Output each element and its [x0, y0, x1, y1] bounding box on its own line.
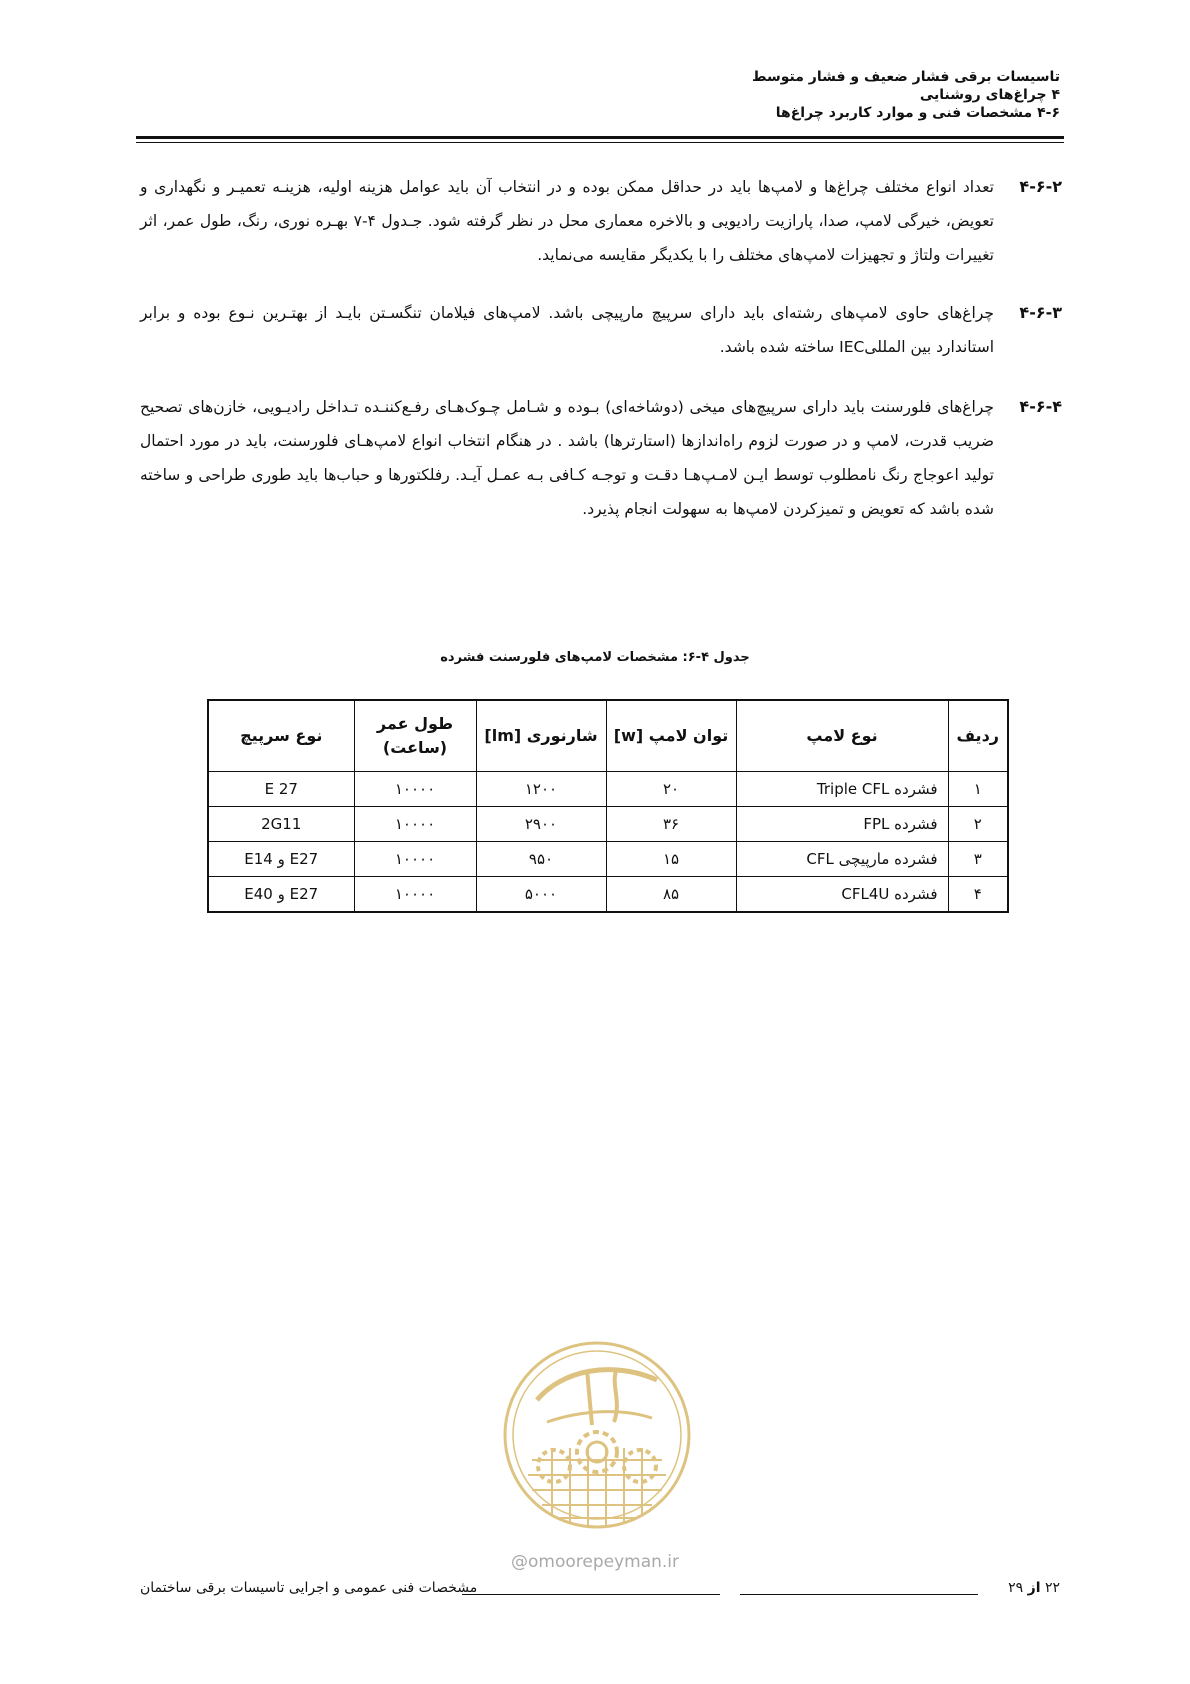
cell-row-number: ۱: [948, 772, 1008, 807]
section-number: ۴-۶-۴: [1019, 397, 1062, 416]
table-row: [208, 877, 1008, 913]
cell-lifetime: ۱۰۰۰۰: [354, 877, 476, 913]
section-number: ۴-۶-۲: [1019, 177, 1062, 196]
page-footer: [140, 1580, 1060, 1604]
section-4-6-3: [140, 296, 1062, 364]
section-text: چراغ‌های فلورسنت باید دارای سرپیچ‌های میخی (دوشاخه‌ای) بـوده و شـامل چـوک‌هـای رفـع‌کننـده تـداخل رادیـویی، خازن‌های تصحیح ضریب قدرت، لامپ و در صورت لزوم راه‌اندازها (استارترها) باشد . در هنگام انتخاب انواع لامپ‌هـای فلورسنت، باید در مورد احتمال تولید اعوجاج رنگ نامطلوب توسط ایـن لامـپ‌هـا دقـت و توجـه کـافی بـه عمـل آیـد. رفلکتورها و حباب‌ها باید طوری طراحی و ساخته شده باشد که تعویض و تمیزکردن لامپ‌ها به سهولت انجام پذیرد.: [140, 398, 994, 518]
table-header-row: [208, 700, 1008, 772]
header-title: تاسیسات برقی فشار ضعیف و فشار متوسط: [751, 69, 1060, 85]
cell-row-number: ۳: [948, 842, 1008, 877]
cell-lamp-type: فشرده مارپیچی CFL: [736, 842, 948, 877]
cell-lamp-type: فشرده FPL: [736, 807, 948, 842]
table-caption: جدول ۴-۶: مشخصات لامپ‌های فلورسنت فشرده: [440, 650, 750, 665]
header-rule-thick: [136, 136, 1064, 139]
table-row: [208, 842, 1008, 877]
cell-base-type: E27 و E14: [208, 842, 354, 877]
lamp-spec-table: [207, 699, 1009, 913]
footer-rule-left: [462, 1594, 720, 1595]
cell-lifetime: ۱۰۰۰۰: [354, 842, 476, 877]
page-number: [1008, 1580, 1060, 1596]
cell-lamp-power: ۱۵: [606, 842, 736, 877]
cell-lamp-power: ۳۶: [606, 807, 736, 842]
cell-luminous-flux: ۲۹۰۰: [476, 807, 606, 842]
cell-base-type: E27 و E40: [208, 877, 354, 913]
cell-lamp-type: فشرده Triple CFL: [736, 772, 948, 807]
cell-luminous-flux: ۵۰۰۰: [476, 877, 606, 913]
cell-lifetime: ۱۰۰۰۰: [354, 807, 476, 842]
cell-base-type: E 27: [208, 772, 354, 807]
header-luminous-flux: شارنوری [lm]: [476, 700, 606, 772]
header-base-type: نوع سرپیچ: [208, 700, 354, 772]
omoorepeyman-logo: [492, 1330, 702, 1560]
section-text: تعداد انواع مختلف چراغ‌ها و لامپ‌ها باید در حداقل ممکن بوده و در انتخاب آن باید عوامل هزینه اولیه، هزینـه تعمیـر و نگهداری و تعویض، خیرگی لامپ، صدا، پارازیت رادیویی و بالاخره معماری محل در نظر گرفته شود. جـدول ۴-۷ بهـره نوری، رنگ، طول عمر، اثر تغییرات ولتاژ و تجهیزات لامپ‌های مختلف را با یکدیگر مقایسه می‌نماید.: [140, 178, 994, 264]
section-4-6-2: [140, 170, 1062, 272]
page-total: ۲۹: [1008, 1580, 1024, 1596]
cell-row-number: ۲: [948, 807, 1008, 842]
cell-lifetime: ۱۰۰۰۰: [354, 772, 476, 807]
cell-row-number: ۴: [948, 877, 1008, 913]
header-section: ۴-۶ مشخصات فنی و موارد کاربرد چراغ‌ها: [775, 105, 1060, 121]
cell-base-type: 2G11: [208, 807, 354, 842]
watermark-site-url: @omoorepeyman.ir: [510, 1552, 680, 1572]
section-number: ۴-۶-۳: [1019, 303, 1062, 322]
footer-document-title: مشخصات فنی عمومی و اجرایی تاسیسات برقی ساختمان: [140, 1580, 478, 1596]
header-rule-thin: [136, 142, 1064, 143]
footer-rule-right: [740, 1594, 978, 1595]
cell-luminous-flux: ۹۵۰: [476, 842, 606, 877]
table-row: [208, 772, 1008, 807]
cell-luminous-flux: ۱۲۰۰: [476, 772, 606, 807]
section-text: چراغ‌های حاوی لامپ‌های رشته‌ای باید دارای سرپیچ مارپیچی باشد. لامپ‌های فیلامان تنگسـتن بایـد از بهتـرین نـوع بوده و برابر استاندارد بین المللیIEC ساخته شده باشد.: [140, 304, 994, 356]
cell-lamp-type: فشرده CFL4U: [736, 877, 948, 913]
header-row-number: ردیف: [948, 700, 1008, 772]
header-lamp-type: نوع لامپ: [736, 700, 948, 772]
cell-lamp-power: ۸۵: [606, 877, 736, 913]
page-current: ۲۲: [1044, 1580, 1060, 1596]
header-lifetime: طول عمر (ساعت): [354, 700, 476, 772]
page-of-label: از: [1027, 1580, 1041, 1596]
section-4-6-4: [140, 390, 1062, 526]
header-lamp-power: توان لامپ [w]: [606, 700, 736, 772]
header-chapter: ۴ چراغ‌های روشنایی: [919, 87, 1060, 103]
page-header: [360, 68, 1060, 122]
cell-lamp-power: ۲۰: [606, 772, 736, 807]
table-row: [208, 807, 1008, 842]
